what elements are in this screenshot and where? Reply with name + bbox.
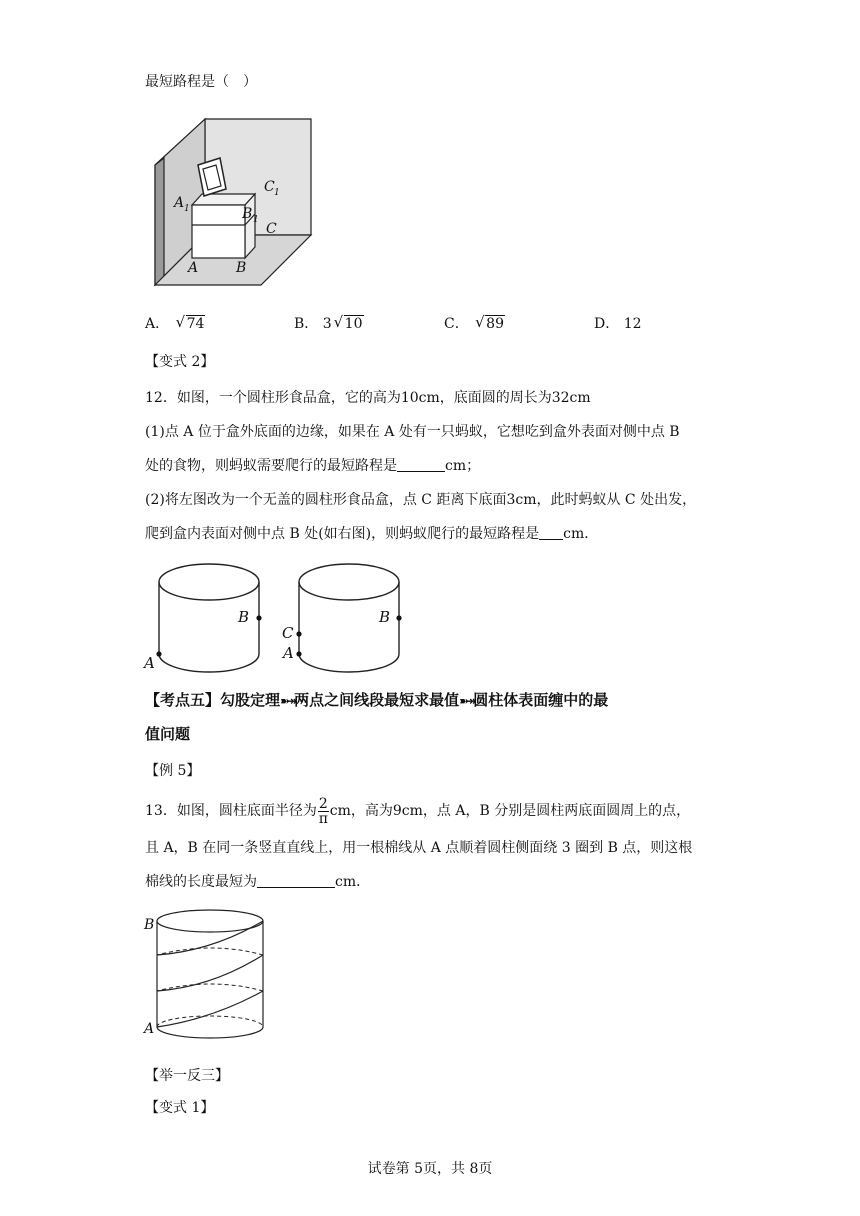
answer-blank-1[interactable]: [397, 457, 445, 472]
fraction-numerator: 2: [318, 795, 328, 812]
sqrt-symbol: √ 74: [175, 313, 205, 332]
option-b-value: 10: [344, 316, 363, 332]
question-13-line3: [145, 872, 370, 892]
right-label-c: C: [282, 624, 294, 642]
right-label-a: A: [283, 644, 294, 662]
double-arrow-icon: ➽↠: [280, 694, 295, 708]
label-a1-sub: 1: [184, 204, 190, 214]
q13-helix-cylinder-figure: [142, 903, 277, 1048]
question-11-stem-end: 最短路程是（ ）: [145, 74, 257, 90]
left-label-b: B: [238, 608, 250, 626]
q12-cylinder-figures: [142, 558, 422, 673]
right-label-b: B: [379, 608, 391, 626]
label-b: B: [236, 260, 247, 276]
part2-text: 爬到盒内表面对侧中点 B 处(如右图)，则蚂蚁爬行的最短路程是: [145, 526, 540, 542]
q11-corner-box-figure: [150, 115, 325, 290]
answer-blank-3[interactable]: [257, 873, 335, 888]
option-b[interactable]: [294, 314, 364, 334]
option-d[interactable]: [594, 314, 642, 334]
question-12-part2-line2: [145, 524, 598, 544]
question-12-part2-line1: (2)将左图改为一个无盖的圆柱形食品盒，点 C 距离下底面3cm，此时蚂蚁从 C 处出发，: [145, 492, 697, 508]
left-label-a: A: [144, 654, 155, 672]
option-c[interactable]: [444, 314, 505, 334]
example-5-heading: 【例 5】: [145, 763, 201, 779]
practice-heading: 【举一反三】: [145, 1068, 229, 1084]
option-c-value: 89: [486, 316, 504, 332]
option-c-letter: C．: [444, 316, 469, 332]
q13-text-2: cm，高为9cm，点 A，B 分别是圆柱两底面圆周上的点，: [329, 803, 691, 819]
label-a: A: [188, 260, 199, 276]
label-a1: A: [174, 195, 185, 211]
question-13-line1: [145, 796, 690, 826]
option-d-letter: D．: [594, 316, 620, 332]
variant-2-heading: 【变式 2】: [145, 354, 215, 370]
fraction-denominator: π: [318, 810, 328, 827]
option-d-value: 12: [623, 316, 642, 332]
q13-unit: cm．: [335, 874, 371, 890]
question-13-line2: 且 A，B 在同一条竖直直线上，用一根棉线从 A 点顺着圆柱侧面绕 3 圈到 B 点，则这根: [145, 840, 693, 856]
double-arrow-icon: ➽↠: [459, 694, 474, 708]
label-a: A: [144, 1021, 155, 1037]
label-b1-sub: 1: [253, 215, 259, 225]
heading-part-1: 【考点五】勾股定理: [145, 691, 281, 709]
option-b-coef: 3: [322, 316, 332, 332]
page-footer: 试卷第 5页，共 8页: [367, 1161, 493, 1177]
q13-text-3: 棉线的长度最短为: [145, 874, 257, 890]
option-a[interactable]: [145, 314, 205, 334]
label-b: B: [144, 917, 155, 933]
part1-text: 处的食物，则蚂蚁需要爬行的最短路程是: [145, 458, 397, 474]
option-b-letter: B．: [294, 316, 319, 332]
sqrt-symbol: √ 89: [475, 313, 504, 332]
heading-part-3: 圆柱体表面缠中的最: [473, 691, 609, 709]
option-a-letter: A．: [145, 316, 170, 332]
label-c1: C: [264, 179, 275, 195]
part2-unit: cm．: [563, 526, 599, 542]
fraction-2-over-pi: [318, 797, 329, 826]
section-5-heading-line2: 值问题: [145, 725, 191, 743]
heading-part-2: 两点之间线段最短求最值: [294, 691, 460, 709]
section-5-heading: [145, 690, 608, 711]
question-12-part1-line2: [145, 456, 480, 476]
option-a-value: 74: [186, 316, 205, 332]
part1-unit: cm；: [445, 458, 481, 474]
q13-text-1: 13．如图，圆柱底面半径为: [145, 803, 317, 819]
question-12-stem: 12．如图，一个圆柱形食品盒，它的高为10cm，底面圆的周长为32cm: [145, 390, 591, 406]
variant-1-heading: 【变式 1】: [145, 1100, 215, 1116]
label-c1-sub: 1: [274, 188, 280, 198]
sqrt-symbol: √ 10: [333, 313, 363, 332]
label-c: C: [266, 221, 277, 237]
answer-blank-2[interactable]: [539, 525, 563, 540]
label-b1: B: [242, 206, 253, 222]
question-12-part1-line1: (1)点 A 位于盒外底面的边缘，如果在 A 处有一只蚂蚁，它想吃到盒外表面对侧中点 B: [145, 424, 680, 440]
